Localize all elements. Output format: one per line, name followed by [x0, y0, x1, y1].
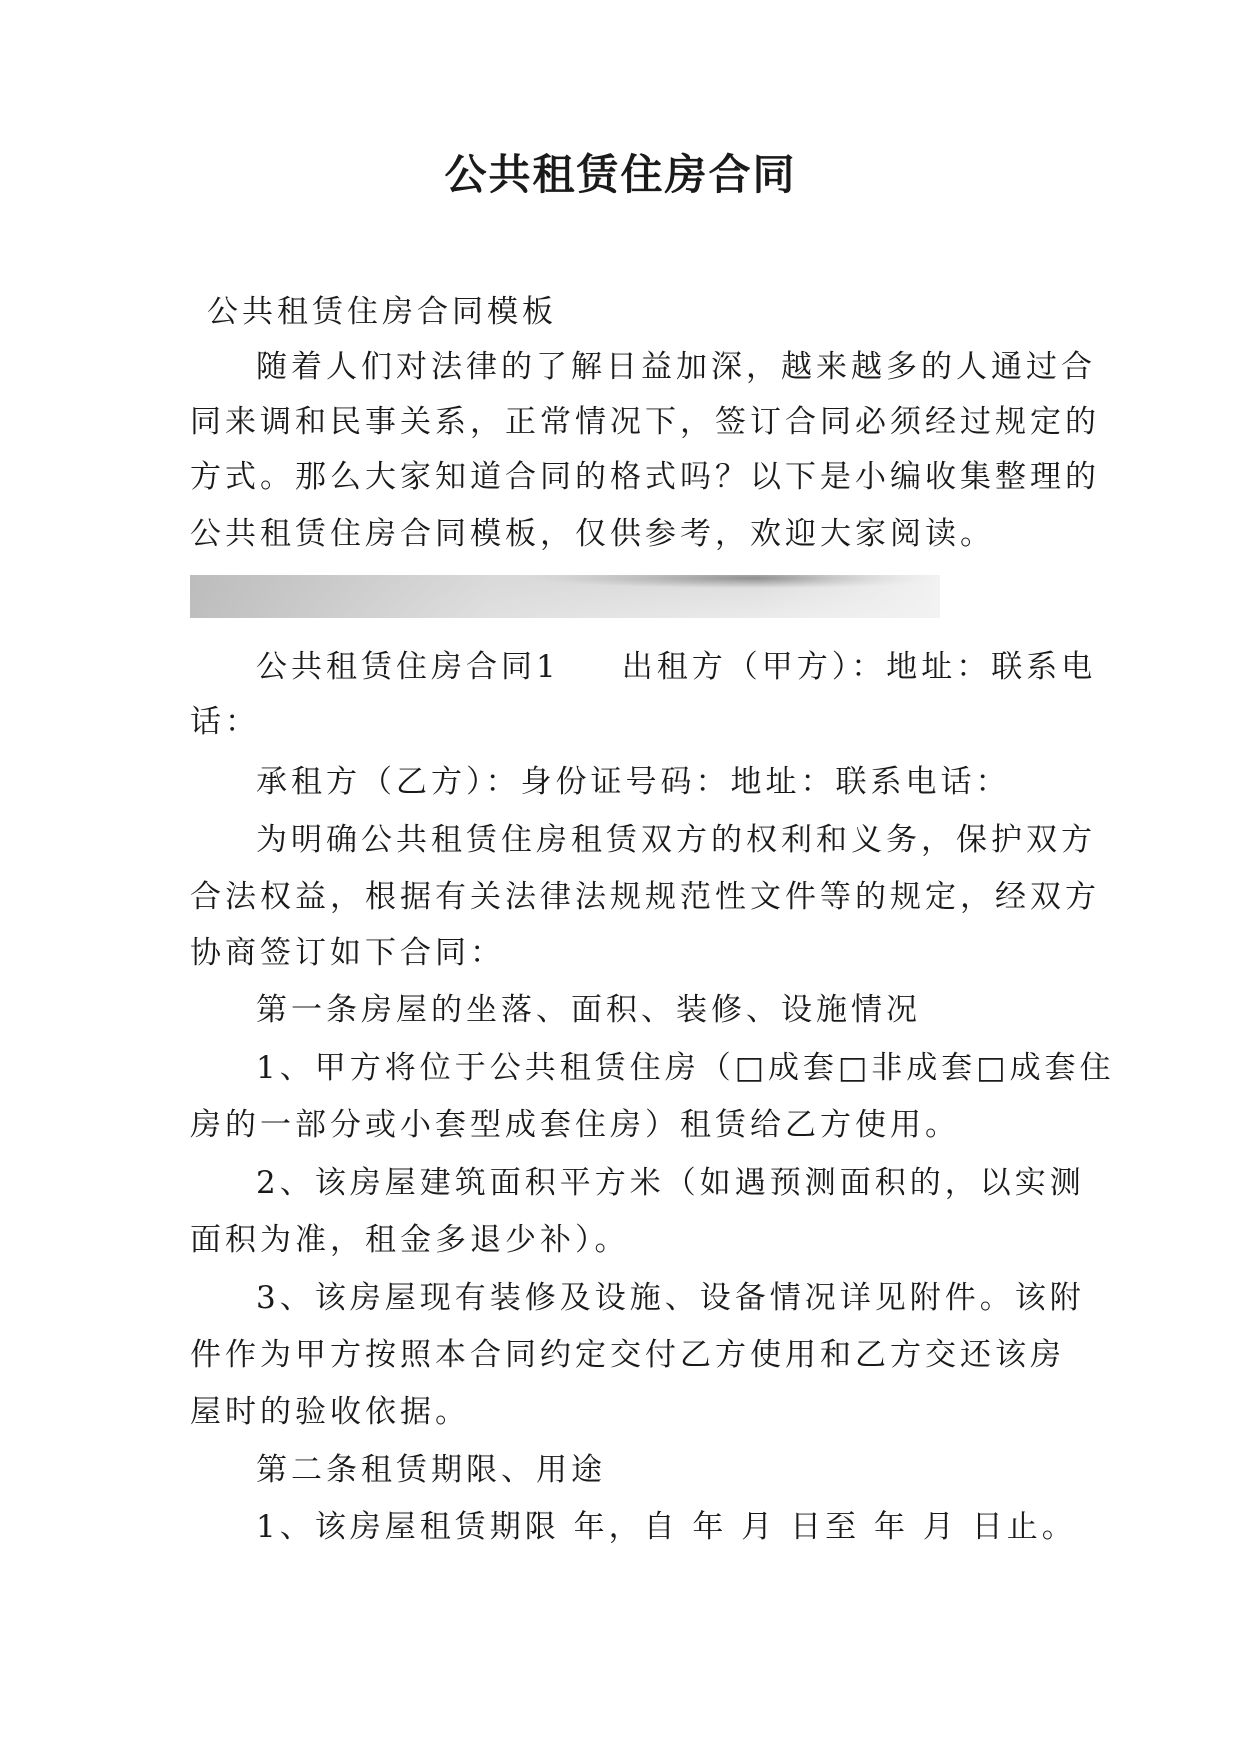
- document-subtitle: 公共租赁住房合同模板: [207, 294, 557, 330]
- lessor-info: 出租方（甲方）：地址：联系电: [621, 649, 1097, 685]
- article-2-heading: 第二条租赁期限、用途: [256, 1452, 606, 1488]
- article-2-item-1: 1、该房屋租赁期限 年，自 年 月 日至 年 月 日止。: [256, 1509, 1077, 1545]
- preamble-line-2: 合法权益，根据有关法律法规规范性文件等的规定，经双方: [190, 879, 1100, 915]
- lessee-info: 承租方（乙方）：身份证号码：地址：联系电话：: [256, 764, 1011, 800]
- intro-line-1: 随着人们对法律的了解日益加深，越来越多的人通过合: [256, 349, 1096, 385]
- preamble-line-3: 协商签订如下合同：: [190, 935, 505, 971]
- article-1-item-1-line-1: 1、甲方将位于公共租赁住房（□成套□非成套□成套住: [256, 1050, 1115, 1086]
- lessor-info-continued: 话：: [190, 704, 260, 740]
- intro-line-4: 公共租赁住房合同模板，仅供参考，欢迎大家阅读。: [190, 516, 995, 552]
- contract-heading-line: [256, 637, 1096, 697]
- intro-line-2: 同来调和民事关系，正常情况下，签订合同必须经过规定的: [190, 404, 1100, 440]
- article-1-item-3-line-1: 3、该房屋现有装修及设施、设备情况详见附件。该附: [256, 1280, 1085, 1316]
- intro-line-3: 方式。那么大家知道合同的格式吗？以下是小编收集整理的: [190, 459, 1100, 495]
- article-1-item-2-line-2: 面积为准，租金多退少补）。: [190, 1222, 630, 1258]
- document-title: 公共租赁住房合同: [444, 150, 797, 199]
- preamble-line-1: 为明确公共租赁住房租赁双方的权利和义务，保护双方: [256, 822, 1096, 858]
- article-1-item-3-line-3: 屋时的验收依据。: [190, 1394, 470, 1430]
- article-1-heading: 第一条房屋的坐落、面积、装修、设施情况: [256, 992, 921, 1028]
- article-1-item-1-line-2: 房的一部分或小套型成套住房）租赁给乙方使用。: [190, 1107, 960, 1143]
- scan-shadow-strip: [190, 575, 940, 618]
- contract-heading: 公共租赁住房合同1: [256, 649, 560, 685]
- article-1-item-2-line-1: 2、该房屋建筑面积平方米（如遇预测面积的，以实测: [256, 1165, 1085, 1201]
- article-1-item-3-line-2: 件作为甲方按照本合同约定交付乙方使用和乙方交还该房: [190, 1337, 1065, 1373]
